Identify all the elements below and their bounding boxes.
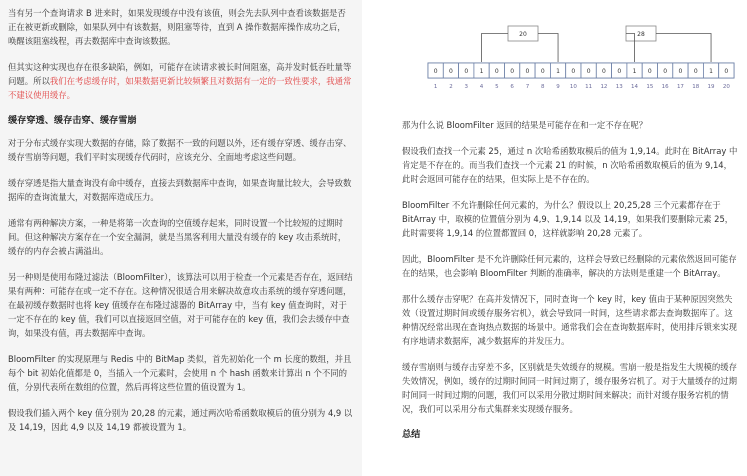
bit-index: 19 — [707, 84, 715, 90]
left-column — [0, 0, 362, 476]
bit-index: 8 — [541, 84, 545, 90]
bit-value: 0 — [571, 68, 576, 75]
paragraph: 假设我们查找一个元素 25，通过 n 次哈希函数取模后的值为 1,9,14。此时在 BitArray 中肯定是不存在的。而当我们查找一个元素 21 的时候，n 次哈希函数取模后的值为 9,14，此时会返回可能存在的结果，但实际上是不存在的。 — [402, 146, 738, 184]
bit-value: 1 — [709, 68, 713, 75]
bit-value: 0 — [494, 68, 499, 75]
bit-index: 18 — [692, 84, 700, 90]
bit-value: 0 — [602, 68, 606, 75]
section-heading: 缓存穿透、缓存击穿、缓存雪崩 — [8, 115, 137, 126]
section-heading-summary: 总结 — [402, 429, 421, 440]
paragraph-text: 但其实这种实现也存在很多缺陷，例如，可能存在读请求被长时间阻塞，高并发时低吞吐量等问题。所以 — [8, 62, 352, 86]
bit-value: 0 — [433, 68, 438, 75]
bit-value: 0 — [724, 68, 729, 75]
bit-value: 0 — [663, 68, 668, 75]
bit-value: 0 — [586, 68, 591, 75]
bit-index: 20 — [722, 84, 730, 90]
bit-value: 0 — [525, 68, 530, 75]
paragraph: BloomFilter 不允许删除任何元素的，为什么？假设以上 20,25,28 三个元素都存在于 BitArray 中，取模的位置值分别为 4,9、1,9,14 以及 14,19，如果我们要删除元素 25，此时需要将 1,9,14 的位置都置回 0，这样就影响 20,28 元素了。 — [402, 200, 734, 238]
bit-value: 1 — [556, 68, 560, 75]
bit-array-figure — [402, 0, 739, 108]
hash-connector — [538, 34, 558, 63]
bit-index: 10 — [569, 84, 577, 90]
bit-index: 6 — [510, 84, 514, 90]
paragraph: 因此，BloomFilter 是不允许删除任何元素的，这样会导致已经删除的元素依然返回可能存在的结果，也会影响 BloomFilter 判断的准确率，解决的方法则是重建一个 BitArray。 — [402, 254, 737, 278]
highlighted-text: 我们在考虑缓存时，如果数据更新比较频繁且对数据有一定的一致性要求，我通常不建议使用缓存。 — [8, 76, 352, 100]
bit-index: 4 — [479, 84, 484, 90]
bit-index: 13 — [615, 84, 623, 90]
bit-index: 9 — [556, 84, 560, 90]
bloom-filter-diagram — [402, 0, 739, 108]
paragraph: BloomFilter 的实现原理与 Redis 中的 BitMap 类似，首先初始化一个 m 长度的数组，并且每个 bit 初始化值都是 0，当插入一个元素时，会使用 n 个 hash 函数来计算出 n 个不同的值，分别代表所在数组的位置，然后再将这些位置的值设置为 1。 — [8, 354, 352, 392]
bit-value: 1 — [479, 68, 484, 75]
bit-value: 0 — [617, 68, 622, 75]
bit-index: 17 — [676, 84, 684, 90]
bit-index: 5 — [495, 84, 499, 90]
bit-index: 1 — [433, 84, 438, 90]
paragraph: 那什么缓存击穿呢？在高并发情况下，同时查询一个 key 时，key 值由于某种原因突然失效（设置过期时间或缓存服务宕机），就会导致同一时间，这些请求都去查询数据库了。这种情况经常出现在查询热点数据的场景中。通常我们会在查询数据库时，使用排斥锁来实现有序地请求数据库，减少数据库的并发压力。 — [402, 294, 737, 346]
hash-connector — [482, 34, 508, 63]
bit-index: 12 — [600, 84, 608, 90]
bit-value: 0 — [449, 68, 453, 75]
bit-index: 7 — [525, 84, 530, 90]
key-label: 28 — [637, 31, 645, 38]
paragraph: 假设我们插入两个 key 值分别为 20,28 的元素，通过两次哈希函数取模后的值分别为 4,9 以及 14,19，因此 4,9 以及 14,19 都被设置为 1。 — [8, 408, 353, 432]
bit-index: 14 — [631, 84, 639, 90]
bit-index: 15 — [646, 84, 654, 90]
bit-value: 0 — [464, 68, 469, 75]
bit-index: 3 — [464, 84, 468, 90]
paragraph: 另一种则是使用布隆过滤法（BloomFilter），该算法可以用于检查一个元素是否存在，返回结果有两种：可能存在或一定不存在。这种情况很适合用来解决故意攻击系统的缓存穿透问题，在最初缓存数据时也将 key 值缓存在布隆过滤器的 BitArray 中，当有 key 值查询时，对于一定不存在的 key 值，我们可以直接返回空值，对于可能存在的 key 值，我们会去缓存中查询，如果没有值，再去数据库中查询。 — [8, 272, 353, 338]
bit-index: 11 — [585, 84, 593, 90]
paragraph: 缓存穿透是指大量查询没有命中缓存，直接去到数据库中查询，如果查询量比较大，会导致数据库的查询流量大，对数据库造成压力。 — [8, 178, 352, 202]
column-gutter — [362, 0, 386, 476]
paragraph: 缓存雪崩则与缓存击穿差不多，区别就是失效缓存的规模。雪崩一般是指发生大规模的缓存失效情况，例如，缓存的过期时间同一时间过期了，缓存服务宕机了。对于大量缓存的过期时间同一时间过期的问题，我们可以采用分散过期时间来解决；而针对缓存服务宕机的情况，我们可以采用分布式集群来实现缓存服务。 — [402, 362, 737, 414]
paragraph: 对于分布式缓存实现大数据的存储，除了数据不一致的问题以外，还有缓存穿透、缓存击穿、缓存雪崩等问题，我们平时实现缓存代码时，应该充分、全面地考虑这些问题。 — [8, 138, 352, 162]
bit-value: 0 — [678, 68, 683, 75]
bit-value: 0 — [693, 68, 698, 75]
bit-value: 0 — [647, 68, 652, 75]
bit-value: 0 — [510, 68, 515, 75]
bit-value: 1 — [632, 68, 637, 75]
paragraph: 通常有两种解决方案，一种是将第一次查询的空值缓存起来，同时设置一个比较短的过期时间。但这种解决方案存在一个安全漏洞，就是当黑客利用大量没有缓存的 key 攻击系统时，缓存的内存会被占满溢出。 — [8, 218, 347, 256]
hash-connector — [656, 34, 711, 63]
bit-index: 16 — [661, 84, 669, 90]
paragraph: 那为什么说 BloomFilter 返回的结果是可能存在和一定不存在呢？ — [402, 120, 648, 130]
right-column — [386, 0, 747, 476]
paragraph — [8, 60, 354, 102]
bit-value: 0 — [540, 68, 545, 75]
key-label: 20 — [519, 31, 527, 38]
paragraph: 当有另一个查询请求 B 进来时，如果发现缓存中没有该值，则会先去队列中查看该数据是否正在被更新或删除，如果队列中有该数据，则阻塞等待，直到 A 操作数据库操作成功之后，唤醒该阻塞线程，再去数据库中查询该数据。 — [8, 8, 346, 46]
bit-index: 2 — [449, 84, 453, 90]
